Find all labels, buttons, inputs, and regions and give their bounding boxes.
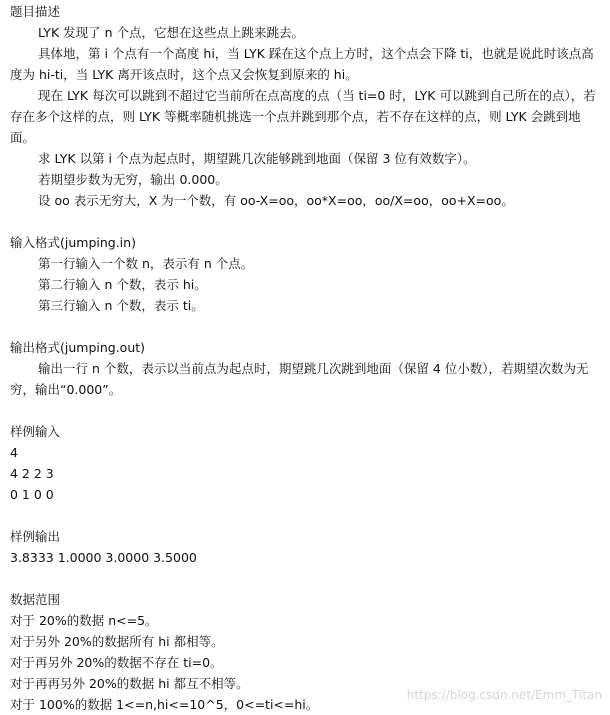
- spacer: [10, 211, 602, 232]
- data-range-line: 对于另外 20%的数据所有 hi 都相等。: [10, 634, 224, 649]
- description-para-4: 求 LYK 以第 i 个点为起点时，期望跳几次能够跳到地面（保留 3 位有效数字）。: [38, 151, 476, 166]
- description-para-2: 具体地，第 i 个点有一个高度 hi，当 LYK 踩在这个点上方时，这个点会下降 ti，也就是说此时该点高度为 hi-ti，当 LYK 离开该点时，这个点又会恢复到原来的 hi。: [10, 46, 594, 82]
- data-range-line: 对于再另外 20%的数据不存在 ti=0。: [10, 655, 223, 670]
- spacer: [10, 400, 602, 421]
- output-format-heading: 输出格式(jumping.out): [10, 340, 146, 355]
- description-para-3: 现在 LYK 每次可以跳到不超过它当前所在点高度的点（当 ti=0 时，LYK 可以跳到自己所在的点），若存在多个这样的点，则 LYK 等概率随机挑选一个点并跳到那个点，若不存在这样的点，则 LYK 会跳到地面。: [10, 88, 596, 145]
- spacer: [10, 505, 602, 526]
- spacer: [10, 568, 602, 589]
- input-format-heading: 输入格式(jumping.in): [10, 235, 136, 250]
- data-range-line: 对于再再另外 20%的数据 hi 都互不相等。: [10, 676, 249, 691]
- input-format-line: 第二行输入 n 个数，表示 hi。: [38, 277, 207, 292]
- output-format-text: 输出一行 n 个数，表示以当前点为起点时，期望跳几次跳到地面（保留 4 位小数），若期望次数为无穷，输出“0.000”。: [10, 361, 589, 397]
- spacer: [10, 316, 602, 337]
- sample-input-line: 4 2 2 3: [10, 466, 54, 481]
- sample-input-line: 0 1 0 0: [10, 487, 54, 502]
- sample-input-heading: 样例输入: [10, 424, 61, 439]
- problem-document: [10, 1, 602, 715]
- description-para-5: 若期望步数为无穷，输出 0.000。: [38, 172, 228, 187]
- sample-output-line: 3.8333 1.0000 3.0000 3.5000: [10, 550, 197, 565]
- watermark-text: https://blog.csdn.net/Emm_Titan: [406, 688, 602, 702]
- description-para-6: 设 oo 表示无穷大，X 为一个数，有 oo-X=oo，oo*X=oo，oo/X=oo，oo+X=oo。: [38, 193, 514, 208]
- data-range-line: 对于 100%的数据 1<=n,hi<=10^5，0<=ti<=hi。: [10, 697, 319, 712]
- input-format-line: 第三行输入 n 个数，表示 ti。: [38, 298, 204, 313]
- description-heading: 题目描述: [10, 4, 61, 19]
- description-para-1: LYK 发现了 n 个点，它想在这些点上跳来跳去。: [38, 25, 304, 40]
- sample-output-heading: 样例输出: [10, 529, 61, 544]
- input-format-line: 第一行输入一个数 n，表示有 n 个点。: [38, 256, 254, 271]
- data-range-line: 对于 20%的数据 n<=5。: [10, 613, 158, 628]
- sample-input-line: 4: [10, 445, 18, 460]
- data-range-heading: 数据范围: [10, 592, 61, 607]
